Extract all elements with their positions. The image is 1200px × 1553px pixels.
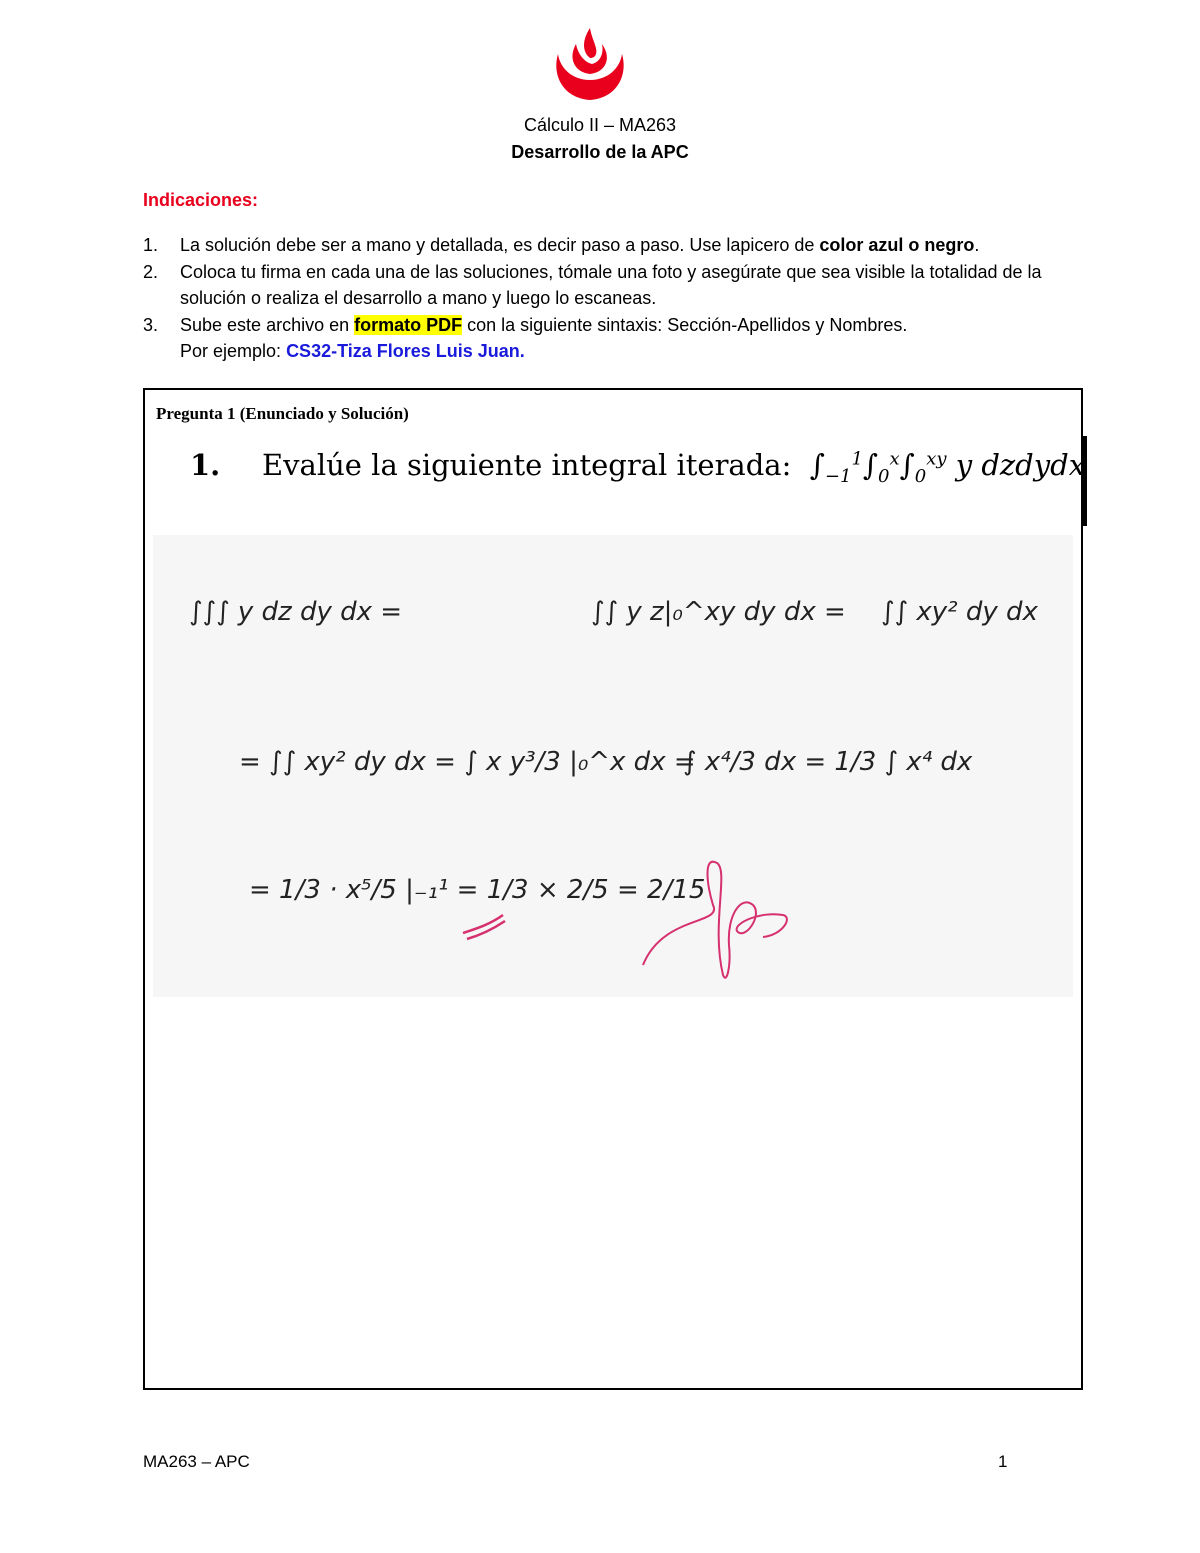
pdf-format-highlight: formato PDF (354, 314, 463, 335)
course-title: Cálculo II – MA263 (523, 115, 677, 135)
instruction-example: Por ejemplo: CS32-Tiza Flores Luis Juan. (180, 341, 525, 361)
solution-step: = 1/3 · x⁵/5 |₋₁¹ = 1/3 × 2/5 = 2/15 (249, 875, 706, 905)
indicaciones-title: Indicaciones: (143, 190, 259, 210)
question-label: Pregunta 1 (Enunciado y Solución) (156, 404, 409, 423)
answer-underline-mark (453, 905, 513, 945)
solution-step: = ∫∫ xy² dy dx = ∫ x y³/3 |₀^x dx = (239, 747, 696, 777)
handwritten-solution-scan (153, 535, 1073, 997)
document-subtitle: Desarrollo de la APC (511, 142, 689, 162)
signature-image (633, 845, 813, 995)
footer-course: MA263 – APC (143, 1452, 250, 1471)
solution-step: ∫ x⁴/3 dx = 1/3 ∫ x⁴ dx (683, 747, 973, 777)
instruction-item: 2. Coloca tu firma en cada una de las soluciones, tómale una foto y asegúrate que sea visible la totalidad de la solución o realiza el desarrollo a mano y luego lo escaneas. (143, 261, 1042, 308)
instruction-item: 1. La solución debe ser a mano y detallada, es decir paso a paso. Use lapicero de color azul o negro. (143, 235, 980, 255)
instruction-item: 3. Sube este archivo en formato PDF con la siguiente sintaxis: Sección-Apellidos y Nombres. (143, 314, 908, 335)
iterated-integral: $\int_{-1}^1\int_0^x\int_0^{xy}$ y dzdydx (800, 448, 1086, 487)
question-statement: 1. Evalúe la siguiente integral iterada: $\int_{-1}^1\int_0^x\int_0^{xy}$ y dzdydx (190, 448, 1086, 487)
upc-logo (550, 22, 630, 102)
example-filename: CS32-Tiza Flores Luis Juan. (286, 341, 525, 361)
page-number: 1 (998, 1452, 1008, 1471)
solution-step: ∫∫ xy² dy dx (881, 597, 1038, 627)
instructions-list (143, 232, 1093, 365)
solution-step: ∫∫ y z|₀^xy dy dx = (591, 597, 846, 627)
solution-step: ∫∫∫ y dz dy dx = (189, 597, 403, 627)
